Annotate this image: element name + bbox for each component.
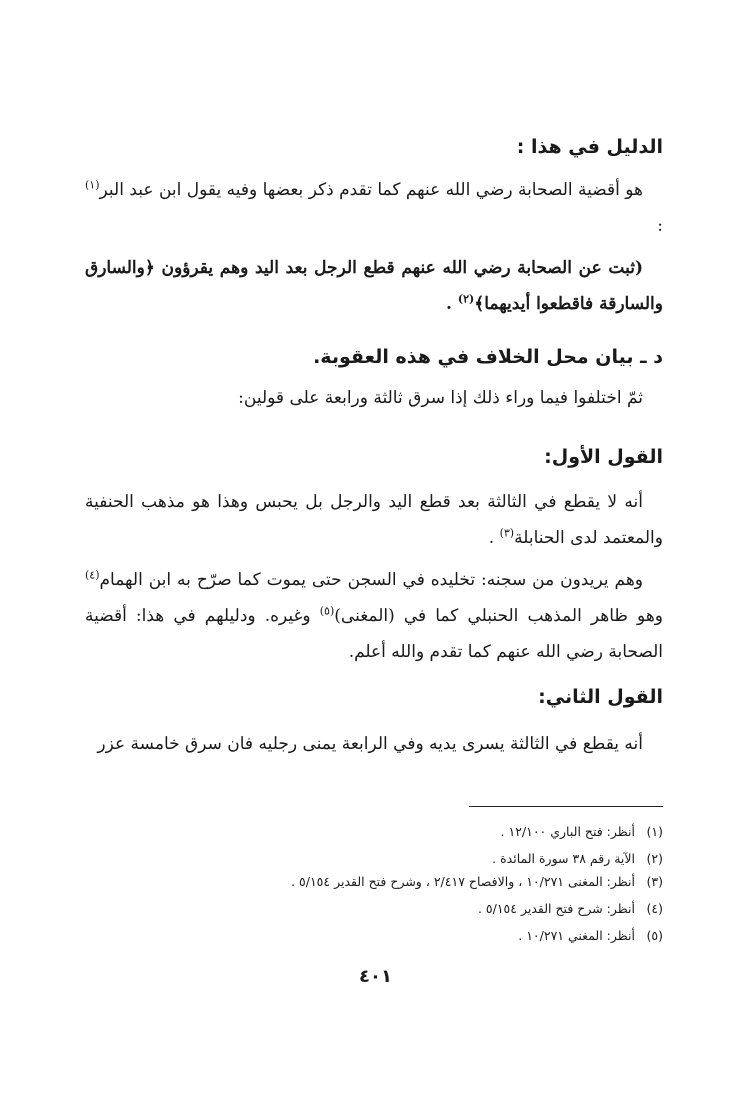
second-opinion-paragraph-text: أنه يقطع في الثالثة يسرى يديه وفي الرابعة يمنى رجليه فان سرق خامسة عزر <box>97 734 643 754</box>
dispute-paragraph-text: ثمّ اختلفوا فيما وراء ذلك إذا سرق ثالثة ورابعة على قولين: <box>238 388 643 408</box>
footnote-ref-2: (٢) <box>457 292 475 306</box>
first-opinion-paragraph-2-a: وهم يريدون من سجنه: تخليده في السجن حتى يموت كما صرّح به ابن الهمام <box>99 570 643 590</box>
first-opinion-paragraph-1 <box>85 484 663 556</box>
footnote-2 <box>85 851 663 866</box>
footnote-1-text: أنظر: فتح الباري ١٢/١٠٠ . <box>500 824 635 839</box>
footnote-divider <box>469 806 663 807</box>
footnote-1 <box>85 824 663 839</box>
first-opinion-paragraph-2-b: وهو ظاهر المذهب الحنبلي كما في (المغنى) <box>334 606 663 626</box>
second-opinion-paragraph <box>85 726 663 762</box>
first-opinion-paragraph-2 <box>85 562 663 670</box>
first-opinion-paragraph-1-text: أنه لا يقطع في الثالثة بعد قطع اليد والرجل بل يحبس وهذا هو مذهب الحنفية والمعتمد لدى الحنابلة <box>85 492 663 548</box>
footnote-ref-1: (١) <box>85 178 100 192</box>
footnote-2-text: الآية رقم ٣٨ سورة المائدة . <box>492 851 635 866</box>
footnote-4 <box>85 901 663 916</box>
first-opinion-paragraph-1-end: . <box>488 528 500 548</box>
dispute-paragraph <box>85 380 663 416</box>
footnote-2-number: (٢) <box>646 851 663 866</box>
first-opinion-paragraph-2-c: وغيره. ودليلهم في هذا: أقضية الصحابة رضي الله عنهم كما تقدم والله أعلم. <box>85 606 663 662</box>
footnote-3-text: أنظر: المغنى ١٠/٢٧١ ، والافصاح ٢/٤١٧ ، وشرح فتح القدير ٥/١٥٤ . <box>291 874 635 889</box>
footnote-3 <box>85 874 663 889</box>
footnote-4-text: أنظر: شرح فتح القدير ٥/١٥٤ . <box>477 901 635 916</box>
evidence-paragraph-1-text: هو أقضية الصحابة رضي الله عنهم كما تقدم ذكر بعضها وفيه يقول ابن عبد البر <box>99 180 643 200</box>
evidence-heading: الدليل في هذا : <box>516 136 663 158</box>
evidence-paragraph-2-text: (ثبت عن الصحابة رضي الله عنهم قطع الرجل بعد اليد وهم يقرؤون ﴿والسارق والسارقة فاقطعوا أيديهما﴾ <box>85 258 663 314</box>
evidence-paragraph-1-end: : <box>657 216 663 236</box>
footnote-1-number: (١) <box>646 824 663 839</box>
footnote-ref-4: (٤) <box>85 568 100 582</box>
footnote-4-number: (٤) <box>646 901 663 916</box>
evidence-paragraph-2 <box>85 250 663 322</box>
footnote-ref-5: (٥) <box>319 604 335 618</box>
dispute-heading: د ـ بيان محل الخلاف في هذه العقوبة. <box>313 346 663 368</box>
footnote-5-number: (٥) <box>646 928 663 943</box>
evidence-paragraph-2-end: . <box>446 294 458 314</box>
page-number: ٤٠١ <box>359 966 392 987</box>
footnote-ref-3: (٣) <box>499 526 515 540</box>
second-opinion-heading: القول الثاني: <box>538 686 663 708</box>
footnote-3-number: (٣) <box>646 874 663 889</box>
evidence-paragraph-1 <box>85 172 663 244</box>
footnote-5 <box>85 928 663 943</box>
first-opinion-heading: القول الأول: <box>544 446 663 468</box>
footnote-5-text: أنظر: المغني ١٠/٢٧١ . <box>518 928 635 943</box>
